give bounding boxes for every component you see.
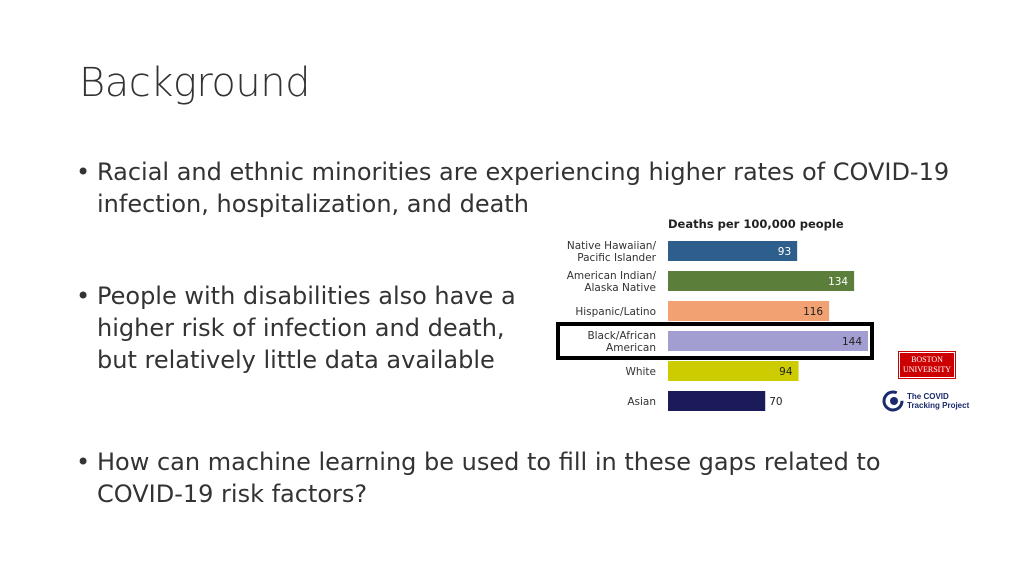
value-label: 144 [841, 336, 862, 348]
bar-5 [668, 391, 765, 411]
bullet-text: People with disabilities also have a higher risk of infection and death, but relatively little data available [97, 282, 516, 374]
value-label: 134 [828, 276, 849, 288]
bullet-text: How can machine learning be used to fill in these gaps related to COVID-19 risk factors? [97, 448, 881, 508]
covid-tracking-logo-text: The COVID Tracking Project [907, 392, 970, 410]
category-label: American Indian/ [566, 270, 656, 282]
bullet-glyph: • [76, 448, 91, 476]
category-label: White [625, 366, 656, 378]
value-label: 93 [777, 246, 792, 258]
covid-tracking-project-logo [882, 388, 982, 416]
chart-title: Deaths per 100,000 people [668, 217, 844, 231]
value-label: 116 [803, 306, 824, 318]
covid-tracking-ring-icon [882, 390, 904, 412]
category-label: Asian [627, 396, 656, 408]
category-label: Black/African [587, 330, 656, 342]
category-label: Pacific Islander [577, 252, 656, 264]
bar-1 [668, 271, 854, 291]
category-label: Hispanic/Latino [575, 306, 656, 318]
bullet-disabilities [76, 280, 537, 376]
value-label: 70 [769, 396, 783, 408]
bullet-glyph: • [76, 158, 91, 186]
boston-university-logo: BOSTON UNIVERSITY [899, 352, 955, 378]
bullet-text: Racial and ethnic minorities are experiencing higher rates of COVID-19 infection, hospitalization, and death [97, 158, 950, 218]
value-label: 94 [779, 366, 793, 378]
bullet-machine-learning [76, 446, 937, 510]
category-label: Alaska Native [584, 282, 656, 294]
bullet-glyph: • [76, 282, 91, 310]
slide-title: Background [79, 60, 310, 106]
bar-3 [668, 331, 868, 351]
deaths-bar-chart [540, 208, 880, 418]
category-label: Native Hawaiian/ [566, 240, 656, 252]
category-label: American [606, 342, 656, 354]
